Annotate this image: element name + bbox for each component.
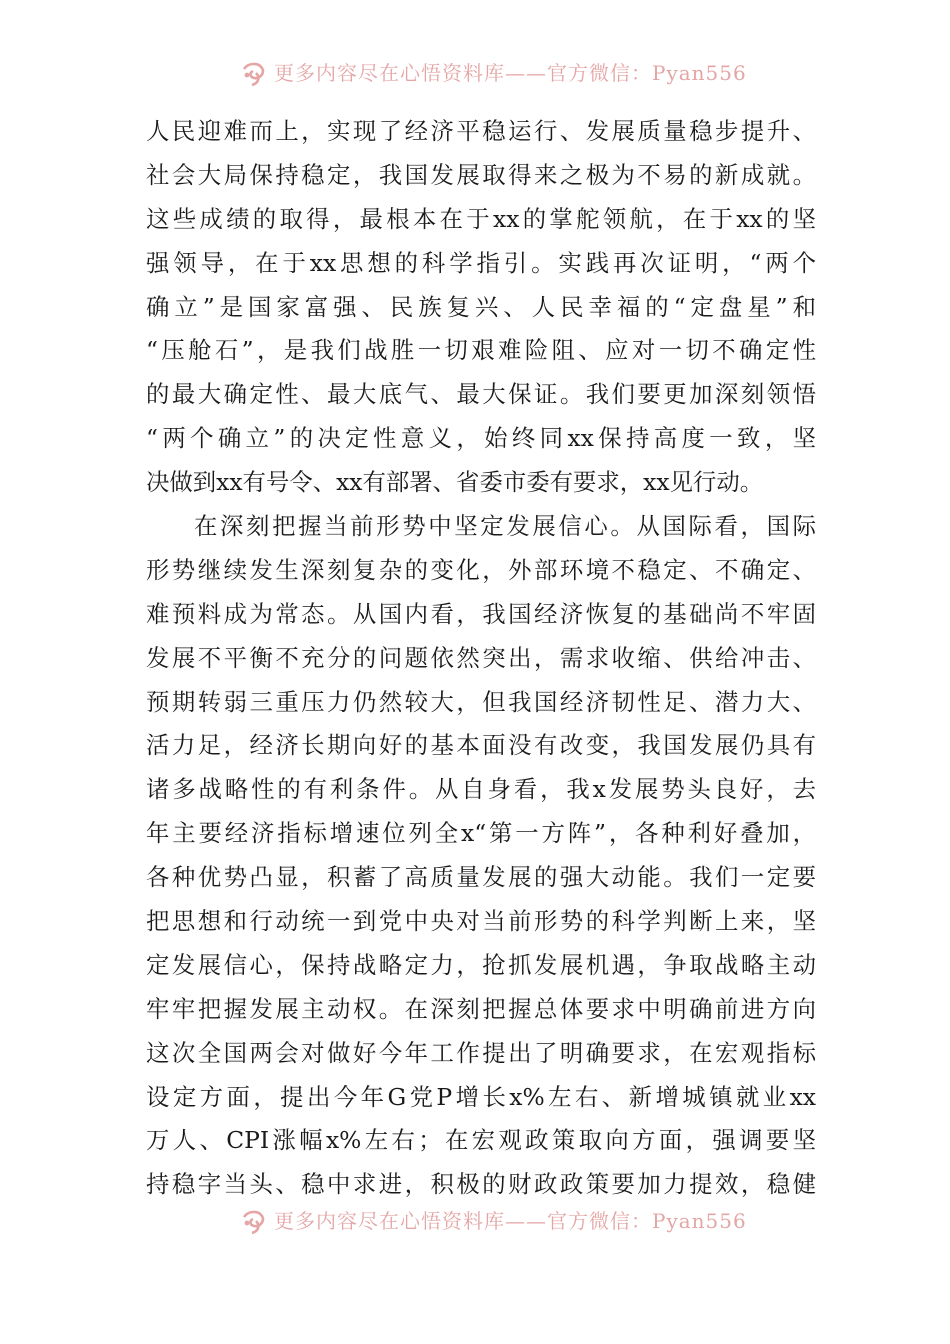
watermark-logo-icon (240, 59, 270, 87)
text-line: 确立”是国家富强、民族复兴、人民幸福的“定盘星”和 (146, 292, 816, 321)
text-line: 诸多战略性的有利条件。从自身看，我x发展势头良好，去 (146, 775, 816, 804)
text-line: 这些成绩的取得，最根本在于xx的掌舵领航，在于xx的坚 (146, 204, 816, 233)
text-line: 强领导，在于xx思想的科学指引。实践再次证明，“两个 (146, 248, 816, 277)
text-line: 年主要经济指标增速位列全x“第一方阵”，各种利好叠加， (146, 819, 816, 848)
watermark-text: 更多内容尽在心悟资料库——官方微信：Pyan556 (274, 1209, 747, 1233)
paragraph-start-line: 在深刻把握当前形势中坚定发展信心。从国际看，国际 (194, 512, 816, 541)
text-line: 社会大局保持稳定，我国发展取得来之极为不易的新成就。 (146, 160, 816, 189)
watermark-text: 更多内容尽在心悟资料库——官方微信：Pyan556 (274, 61, 747, 85)
body-text (146, 110, 816, 1207)
text-line: “两个确立”的决定性意义，始终同xx保持高度一致，坚 (146, 424, 816, 453)
text-line: 各种优势凸显，积蓄了高质量发展的强大动能。我们一定要 (146, 863, 816, 892)
text-line: “压舱石”，是我们战胜一切艰难险阻、应对一切不确定性 (146, 336, 816, 365)
text-line: 牢牢把握发展主动权。在深刻把握总体要求中明确前进方向 (146, 994, 816, 1023)
text-line: 难预料成为常态。从国内看，我国经济恢复的基础尚不牢固 (146, 599, 816, 628)
watermark-logo-icon (240, 1207, 270, 1235)
text-line: 形势继续发生深刻复杂的变化，外部环境不稳定、不确定、 (146, 555, 816, 584)
text-line: 把思想和行动统一到党中央对当前形势的科学判断上来，坚 (146, 907, 816, 936)
text-line: 万人、CPI涨幅x%左右；在宏观政策取向方面，强调要坚 (146, 1126, 816, 1155)
text-line: 这次全国两会对做好今年工作提出了明确要求，在宏观指标 (146, 1038, 816, 1067)
text-line: 人民迎难而上，实现了经济平稳运行、发展质量稳步提升、 (146, 117, 816, 145)
footer-watermark (0, 1206, 950, 1236)
text-line: 定发展信心，保持战略定力，抢抓发展机遇，争取战略主动 (146, 950, 816, 979)
text-line: 决做到xx有号令、xx有部署、省委市委有要求，xx见行动。 (146, 468, 764, 497)
text-line: 设定方面，提出今年G党P增长x%左右、新增城镇就业xx (146, 1082, 816, 1111)
text-line: 预期转弱三重压力仍然较大，但我国经济韧性足、潜力大、 (146, 687, 816, 716)
header-watermark (0, 58, 950, 88)
text-line: 持稳字当头、稳中求进，积极的财政政策要加力提效，稳健 (146, 1170, 816, 1199)
text-line: 发展不平衡不充分的问题依然突出，需求收缩、供给冲击、 (146, 643, 816, 672)
text-line: 活力足，经济长期向好的基本面没有改变，我国发展仍具有 (146, 731, 816, 760)
text-line: 的最大确定性、最大底气、最大保证。我们要更加深刻领悟 (146, 380, 816, 409)
